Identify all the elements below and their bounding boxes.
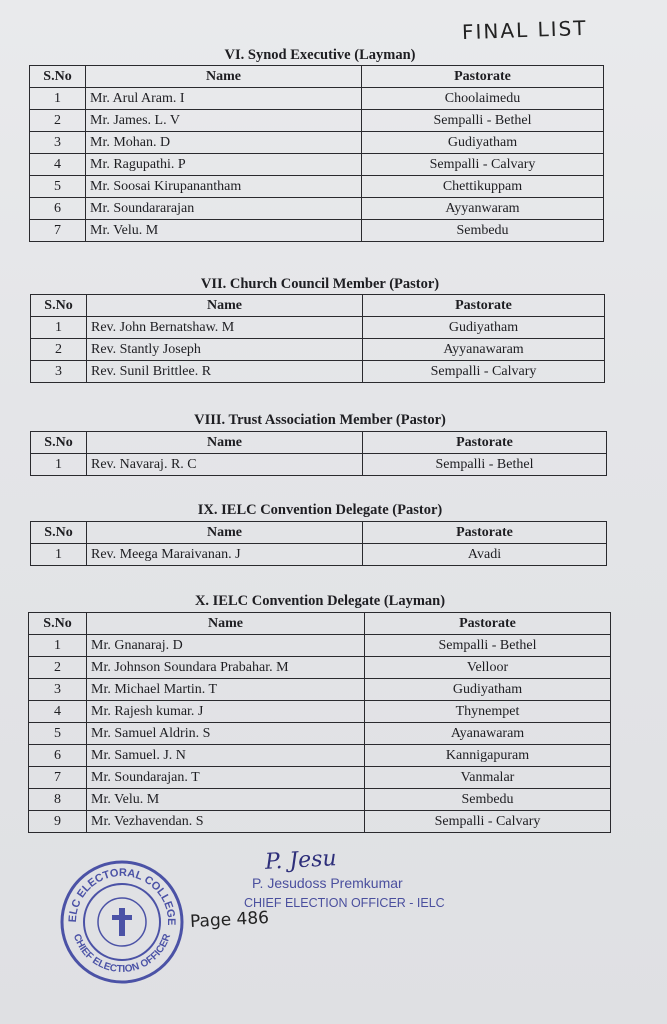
table-row: [31, 361, 605, 383]
table-row: [30, 132, 604, 154]
table-row: [30, 110, 604, 132]
convention-layman-table: [28, 612, 611, 833]
cell-name: Mr. Velu. M: [86, 220, 362, 242]
cell-name: Mr. Soosai Kirupanantham: [86, 176, 362, 198]
cell-name: Mr. Gnanaraj. D: [87, 635, 365, 657]
col-header-pastorate: Pastorate: [363, 522, 607, 544]
officer-title: CHIEF ELECTION OFFICER - IELC: [244, 896, 445, 910]
cell-sno: 3: [31, 361, 87, 383]
table-row: [29, 635, 611, 657]
col-header-sno: S.No: [31, 432, 87, 454]
col-header-name: Name: [87, 432, 363, 454]
cell-name: Mr. Mohan. D: [86, 132, 362, 154]
cell-sno: 1: [31, 454, 87, 476]
electoral-college-seal: [58, 858, 186, 986]
col-header-sno: S.No: [30, 66, 86, 88]
cell-pastorate: Sempalli - Calvary: [362, 154, 604, 176]
table-row: [29, 679, 611, 701]
table-row: [31, 544, 607, 566]
cell-sno: 7: [30, 220, 86, 242]
cell-pastorate: Sembedu: [362, 220, 604, 242]
table-row: [30, 154, 604, 176]
cell-pastorate: Sempalli - Calvary: [363, 361, 605, 383]
table-row: [29, 789, 611, 811]
section-title-trust-association: VIII. Trust Association Member (Pastor): [194, 412, 446, 428]
cell-sno: 6: [29, 745, 87, 767]
table-row: [30, 88, 604, 110]
cell-pastorate: Avadi: [363, 544, 607, 566]
cell-sno: 3: [29, 679, 87, 701]
cell-name: Rev. Navaraj. R. C: [87, 454, 363, 476]
cell-sno: 4: [30, 154, 86, 176]
cell-name: Mr. Velu. M: [87, 789, 365, 811]
cell-name: Mr. Ragupathi. P: [86, 154, 362, 176]
table-row: [29, 745, 611, 767]
table-row: [30, 176, 604, 198]
cell-name: Mr. Rajesh kumar. J: [87, 701, 365, 723]
col-header-name: Name: [86, 66, 362, 88]
cell-name: Rev. Meega Maraivanan. J: [87, 544, 363, 566]
table-row: [31, 339, 605, 361]
col-header-pastorate: Pastorate: [365, 613, 611, 635]
seal-bottom-text: CHIEF ELECTION OFFICER: [70, 932, 174, 976]
table-row: [29, 657, 611, 679]
cell-name: Mr. Samuel Aldrin. S: [87, 723, 365, 745]
cell-sno: 2: [29, 657, 87, 679]
col-header-pastorate: Pastorate: [362, 66, 604, 88]
cell-name: Mr. Michael Martin. T: [87, 679, 365, 701]
cell-pastorate: Gudiyatham: [363, 317, 605, 339]
table-row: [29, 701, 611, 723]
cell-pastorate: Gudiyatham: [365, 679, 611, 701]
col-header-pastorate: Pastorate: [363, 295, 605, 317]
cell-sno: 1: [31, 544, 87, 566]
final-list-note: FINAL LIST: [461, 15, 588, 45]
col-header-pastorate: Pastorate: [363, 432, 607, 454]
cell-sno: 6: [30, 198, 86, 220]
table-row: [29, 723, 611, 745]
cell-name: Mr. Soundarajan. T: [87, 767, 365, 789]
section-title-church-council: VII. Church Council Member (Pastor): [200, 276, 440, 292]
cell-sno: 3: [30, 132, 86, 154]
section-title-convention-layman: X. IELC Convention Delegate (Layman): [194, 593, 446, 609]
cell-pastorate: Sempalli - Calvary: [365, 811, 611, 833]
convention-pastor-table: [30, 521, 607, 566]
cell-name: Rev. John Bernatshaw. M: [87, 317, 363, 339]
cell-sno: 5: [30, 176, 86, 198]
cell-name: Mr. Arul Aram. I: [86, 88, 362, 110]
cell-pastorate: Sempalli - Bethel: [363, 454, 607, 476]
table-row: [29, 811, 611, 833]
table-header-row: [29, 613, 611, 635]
seal-top-text: ELC ELECTORAL COLLEGE: [66, 866, 178, 926]
table-row: [29, 767, 611, 789]
cell-pastorate: Ayyanwaram: [362, 198, 604, 220]
church-council-table: [30, 294, 605, 383]
table-header-row: [31, 522, 607, 544]
cell-sno: 2: [30, 110, 86, 132]
cell-pastorate: Sempalli - Bethel: [362, 110, 604, 132]
cell-name: Mr. Johnson Soundara Prabahar. M: [87, 657, 365, 679]
table-row: [30, 198, 604, 220]
table-row: [30, 220, 604, 242]
trust-association-table: [30, 431, 607, 476]
table-row: [31, 454, 607, 476]
table-row: [31, 317, 605, 339]
handwritten-signature: P. Jesu: [264, 846, 338, 875]
cell-pastorate: Vanmalar: [365, 767, 611, 789]
col-header-name: Name: [87, 613, 365, 635]
cell-pastorate: Velloor: [365, 657, 611, 679]
cell-sno: 7: [29, 767, 87, 789]
cell-sno: 4: [29, 701, 87, 723]
cell-pastorate: Ayyanawaram: [363, 339, 605, 361]
cell-pastorate: Gudiyatham: [362, 132, 604, 154]
cell-sno: 1: [29, 635, 87, 657]
col-header-name: Name: [87, 522, 363, 544]
cell-pastorate: Choolaimedu: [362, 88, 604, 110]
cell-name: Mr. Samuel. J. N: [87, 745, 365, 767]
section-title-synod-executive: VI. Synod Executive (Layman): [224, 47, 416, 63]
table-header-row: [30, 66, 604, 88]
cell-pastorate: Sembedu: [365, 789, 611, 811]
cell-sno: 8: [29, 789, 87, 811]
col-header-sno: S.No: [29, 613, 87, 635]
cell-name: Rev. Stantly Joseph: [87, 339, 363, 361]
cell-name: Mr. Soundararajan: [86, 198, 362, 220]
cell-sno: 1: [30, 88, 86, 110]
cell-sno: 5: [29, 723, 87, 745]
cell-sno: 1: [31, 317, 87, 339]
cell-sno: 2: [31, 339, 87, 361]
table-header-row: [31, 432, 607, 454]
col-header-name: Name: [87, 295, 363, 317]
cell-pastorate: Ayanawaram: [365, 723, 611, 745]
col-header-sno: S.No: [31, 295, 87, 317]
officer-name: P. Jesudoss Premkumar: [252, 875, 403, 891]
cell-pastorate: Chettikuppam: [362, 176, 604, 198]
cell-pastorate: Kannigapuram: [365, 745, 611, 767]
page-number-note: Page 486: [189, 907, 270, 933]
cell-sno: 9: [29, 811, 87, 833]
cell-name: Mr. James. L. V: [86, 110, 362, 132]
table-header-row: [31, 295, 605, 317]
cell-name: Mr. Vezhavendan. S: [87, 811, 365, 833]
cross-icon: [112, 908, 132, 936]
col-header-sno: S.No: [31, 522, 87, 544]
synod-executive-table: [29, 65, 604, 242]
cell-name: Rev. Sunil Brittlee. R: [87, 361, 363, 383]
cell-pastorate: Sempalli - Bethel: [365, 635, 611, 657]
cell-pastorate: Thynempet: [365, 701, 611, 723]
section-title-convention-pastor: IX. IELC Convention Delegate (Pastor): [197, 502, 443, 518]
